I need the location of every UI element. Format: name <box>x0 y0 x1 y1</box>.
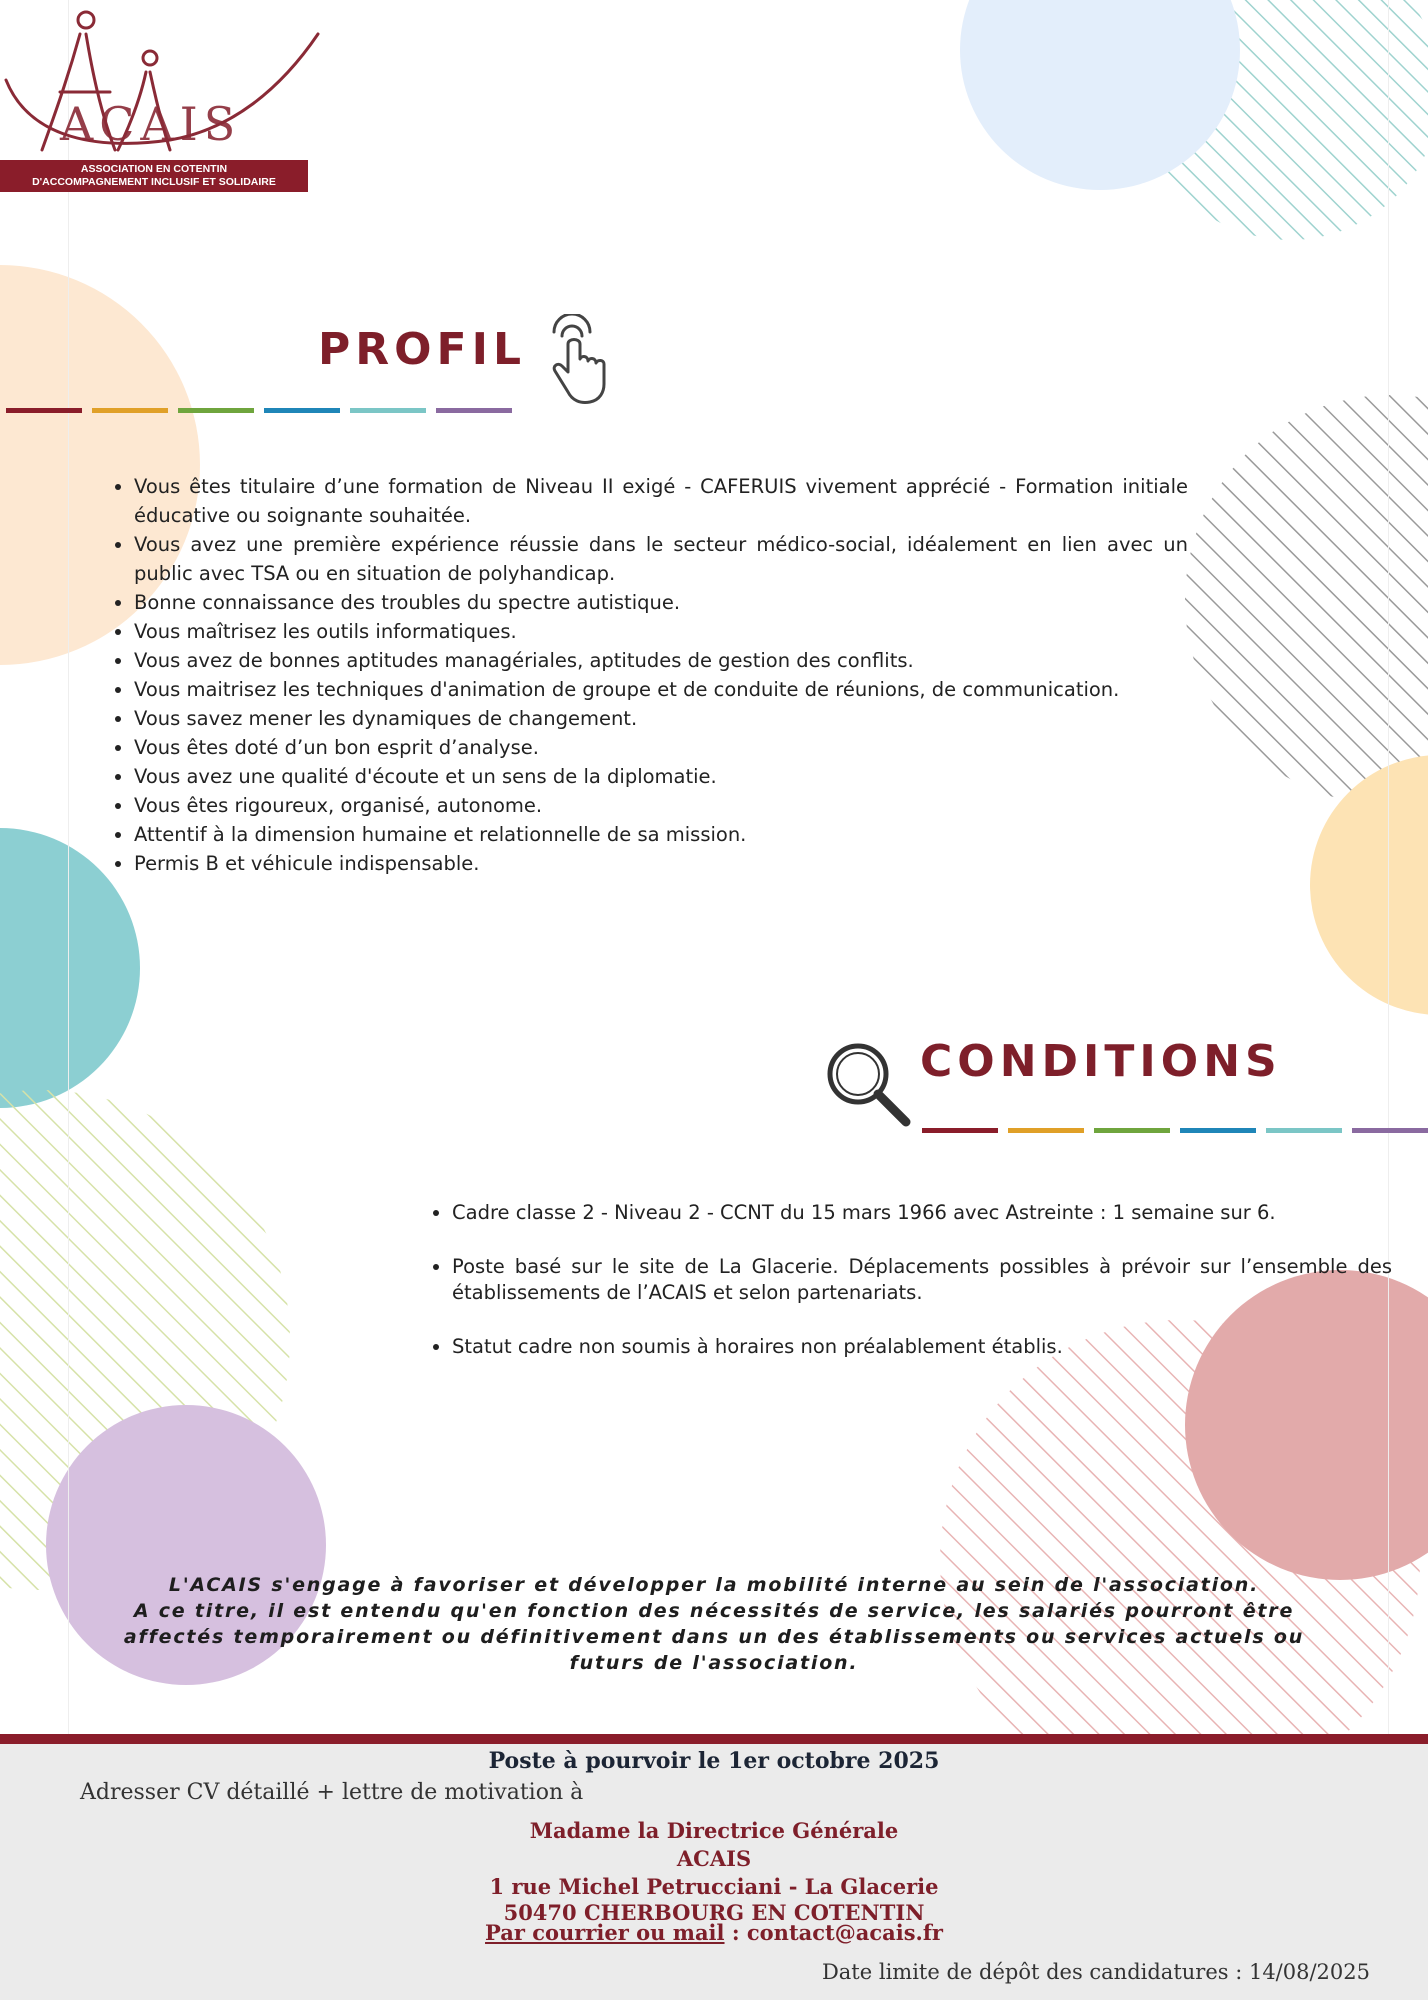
mail-separator: : <box>724 1920 747 1945</box>
list-item: • Vous avez une première expérience réussie dans le secteur médico-social, idéalement en lien avec un public avec TSA ou en situation de polyhandicap. <box>134 530 1188 588</box>
recipient-city: 50470 CHERBOURG EN COTENTIN <box>503 1900 925 1925</box>
list-item: • Attentif à la dimension humaine et relationnelle de sa mission. <box>134 820 1188 849</box>
list-item: • Vous avez de bonnes aptitudes managériales, aptitudes de gestion des conflits. <box>134 646 1188 675</box>
contact-email-link[interactable]: contact@acais.fr <box>746 1920 943 1945</box>
page-edge-line-right <box>1388 0 1389 1734</box>
mobility-statement-line1: L'ACAIS s'engage à favoriser et développer la mobilité interne au sein de l'association. <box>168 1574 1260 1596</box>
pointer-hand-icon <box>540 314 610 410</box>
conditions-list <box>418 1200 1392 1388</box>
logo-letters: ACAIS <box>60 97 242 151</box>
profil-list <box>100 472 1188 878</box>
mail-label: Par courrier ou mail <box>485 1920 725 1945</box>
decor-circle-grey-stripes <box>1185 395 1428 805</box>
list-item: • Vous avez une qualité d'écoute et un sens de la diplomatie. <box>134 762 1188 791</box>
application-deadline: Date limite de dépôt des candidatures : 14/08/2025 <box>821 1960 1370 1984</box>
list-item: • Vous êtes titulaire d’une formation de Niveau II exigé - CAFERUIS vivement apprécié - Formation initiale éducative ou soignante souhaitée. <box>134 472 1188 530</box>
logo-banner <box>0 160 308 192</box>
list-item: • Cadre classe 2 - Niveau 2 - CCNT du 15 mars 1966 avec Astreinte : 1 semaine sur 6. <box>452 1200 1392 1226</box>
list-item: • Statut cadre non soumis à horaires non préalablement établis. <box>452 1334 1392 1360</box>
mobility-statement <box>120 1572 1308 1676</box>
list-item: • Vous maîtrisez les outils informatiques. <box>134 617 1188 646</box>
recipient-name: Madame la Directrice Générale <box>529 1818 899 1843</box>
page-edge-line-left <box>68 0 69 1734</box>
acais-logo <box>0 0 320 200</box>
profil-title: PROFIL <box>318 324 526 375</box>
list-item: • Vous êtes rigoureux, organisé, autonome. <box>134 791 1188 820</box>
conditions-title: CONDITIONS <box>920 1036 1282 1087</box>
list-item: • Vous êtes doté d’un bon esprit d’analyse. <box>134 733 1188 762</box>
list-item: • Permis B et véhicule indispensable. <box>134 849 1188 878</box>
apply-instructions: Adresser CV détaillé + lettre de motivation à <box>80 1780 584 1805</box>
list-item: • Bonne connaissance des troubles du spectre autistique. <box>134 588 1188 617</box>
list-item: • Vous maitrisez les techniques d'animation de groupe et de conduite de réunions, de communication. <box>134 675 1188 704</box>
recipient-org: ACAIS <box>676 1846 752 1871</box>
magnifier-icon <box>820 1036 916 1132</box>
mobility-statement-line2: A ce titre, il est entendu qu'en fonction des nécessités de service, les salariés pourront être affectés temporairement ou définitivement dans un des établissements ou services actuels ou futurs de l'association. <box>123 1600 1305 1674</box>
list-item: • Poste basé sur le site de La Glacerie. Déplacements possibles à prévoir sur l’ensemble des établissements de l’ACAIS et selon partenariats. <box>452 1254 1392 1306</box>
logo-banner-line1: ASSOCIATION EN COTENTIN <box>80 163 228 175</box>
list-item: • Vous savez mener les dynamiques de changement. <box>134 704 1188 733</box>
recipient-street: 1 rue Michel Petrucciani - La Glacerie <box>489 1874 939 1899</box>
logo-banner-line2: D'ACCOMPAGNEMENT INCLUSIF ET SOLIDAIRE <box>32 176 276 188</box>
contact-line <box>0 1920 1428 1945</box>
start-date: Poste à pourvoir le 1er octobre 2025 <box>488 1748 940 1774</box>
logo-figures-icon <box>0 0 320 160</box>
